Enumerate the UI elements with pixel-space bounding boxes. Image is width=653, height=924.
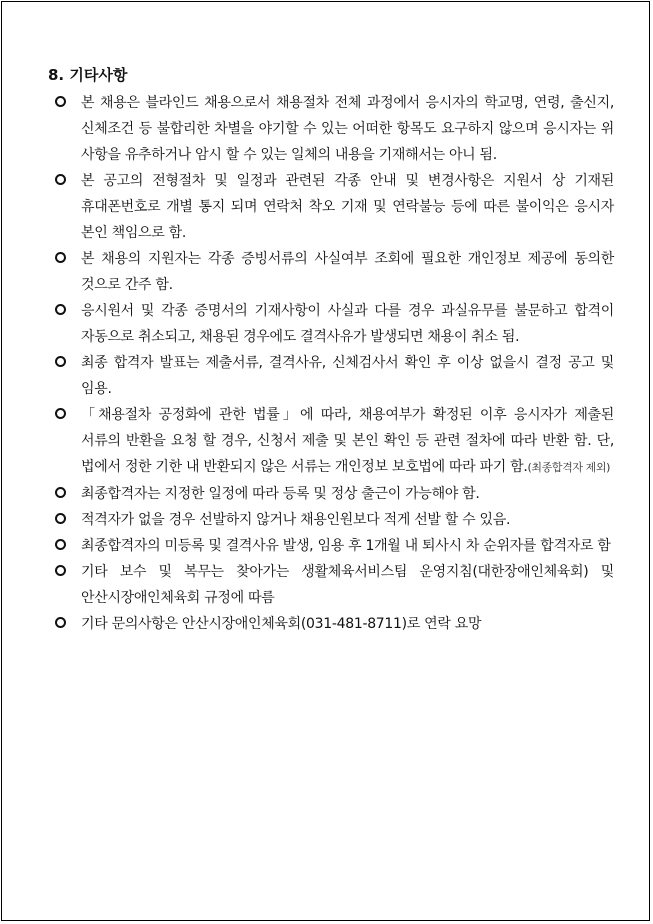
circle-bullet-icon xyxy=(55,356,66,367)
circle-bullet-icon xyxy=(55,565,66,576)
section-heading: 8. 기타사항 xyxy=(48,66,128,84)
notice-item xyxy=(46,559,614,611)
circle-bullet-icon xyxy=(55,539,66,550)
notice-item xyxy=(46,611,614,637)
notice-item xyxy=(46,350,614,402)
notice-item xyxy=(46,298,614,350)
circle-bullet-icon xyxy=(55,617,66,628)
notice-text: 최종합격자는 지정한 일정에 따라 등록 및 정상 출근이 가능해야 함. xyxy=(81,486,480,502)
notice-item xyxy=(46,168,614,246)
circle-bullet-icon xyxy=(55,408,66,419)
other-matters-section xyxy=(46,64,614,637)
notice-text: 최종합격자의 미등록 및 결격사유 발생, 임용 후 1개월 내 퇴사시 차 순위자를 합격자로 함 xyxy=(81,538,611,554)
notice-list xyxy=(46,90,614,637)
circle-bullet-icon xyxy=(55,304,66,315)
circle-bullet-icon xyxy=(55,96,66,107)
circle-bullet-icon xyxy=(55,487,66,498)
notice-text: 기타 문의사항은 안산시장애인체육회(031-481-8711)로 연락 요망 xyxy=(81,616,482,632)
notice-item xyxy=(46,533,614,559)
notice-text: 응시원서 및 각종 증명서의 기재사항이 사실과 다를 경우 과실유무를 불문하고 합격이 자동으로 취소되고, 채용된 경우에도 결격사유가 발생되면 채용이 취소 됨. xyxy=(81,303,614,345)
notice-text: 본 채용은 블라인드 채용으로서 채용절차 전체 과정에서 응시자의 학교명, 연령, 출신지, 신체조건 등 불합리한 차별을 야기할 수 있는 어떠한 항목도 요구하지 않으며 응시자는 위 사항을 유추하거나 암시 할 수 있는 일체의 내용을 기재해서는 아니 됨. xyxy=(81,95,614,163)
notice-text: 「채용절차 공정화에 관한 법률」에 따라, 채용여부가 확정된 이후 응시자가 제출된 서류의 반환을 요청 할 경우, 신청서 제출 및 본인 확인 등 관련 절차에 따라 반환 함. 단, 법에서 정한 기한 내 반환되지 않은 서류는 개인정보 보호법에 따라 파기 함. xyxy=(81,407,614,475)
notice-item xyxy=(46,90,614,168)
circle-bullet-icon xyxy=(55,174,66,185)
notice-note: (최종합격자 제외) xyxy=(527,461,610,474)
notice-item xyxy=(46,481,614,507)
notice-text: 적격자가 없을 경우 선발하지 않거나 채용인원보다 적게 선발 할 수 있음. xyxy=(81,512,511,528)
notice-item xyxy=(46,246,614,298)
notice-item xyxy=(46,507,614,533)
circle-bullet-icon xyxy=(55,513,66,524)
notice-text: 최종 합격자 발표는 제출서류, 결격사유, 신체검사서 확인 후 이상 없을시 결정 공고 및 임용. xyxy=(81,355,614,397)
notice-text: 본 공고의 전형절차 및 일정과 관련된 각종 안내 및 변경사항은 지원서 상 기재된 휴대폰번호로 개별 통지 되며 연락처 착오 기재 및 연락불능 등에 따른 불이익은 응시자 본인 책임으로 함. xyxy=(81,173,614,241)
circle-bullet-icon xyxy=(55,252,66,263)
notice-text: 기타 보수 및 복무는 찾아가는 생활체육서비스팀 운영지침(대한장애인체육회) 및 안산시장애인체육회 규정에 따름 xyxy=(81,564,614,606)
notice-text: 본 채용의 지원자는 각종 증빙서류의 사실여부 조회에 필요한 개인정보 제공에 동의한 것으로 간주 함. xyxy=(81,251,614,293)
notice-item xyxy=(46,402,614,481)
